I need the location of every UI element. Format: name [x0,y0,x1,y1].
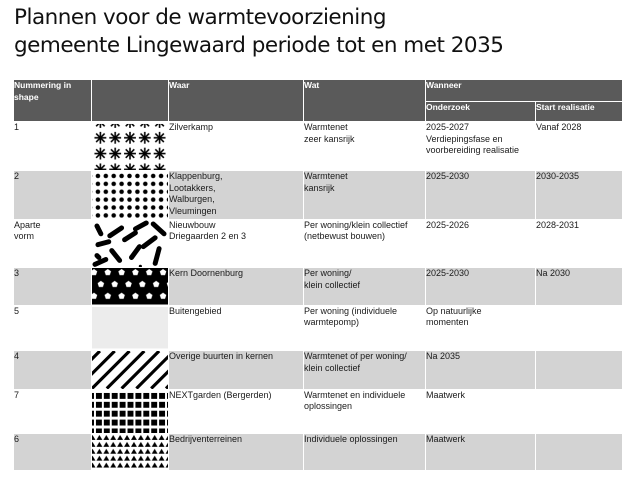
onderzoek-line-2: Verdiepingsfase en voorbereiding realisatie [426,133,520,155]
cell-wat [304,219,426,267]
cell-onderzoek [426,122,536,171]
cell-waar: Overige buurten in kernen [169,351,304,390]
cell-wat [304,389,426,433]
wat-line-1: Per woning (individuele [304,305,398,316]
cell-nummering: 7 [14,389,92,433]
heat-plan-table [13,79,623,471]
wat-line-1: Warmtenet of per woning/ [304,351,407,362]
table-row [14,389,623,433]
cell-wat [304,171,426,219]
wat-line-2: klein collectief [304,279,361,290]
wat-line-2: zeer kansrijk [304,133,355,144]
square-grid-pattern-icon [92,389,169,433]
table-row [14,219,623,267]
waar-line: Lootakkers, [169,182,216,193]
cell-waar: NEXTgarden (Bergerden) [169,389,304,433]
header-shape [92,80,169,122]
table-row [14,122,623,171]
nummering-line-2: vorm [14,231,34,242]
nummering-line-1: Aparte [14,219,41,230]
waar-line: Klappenburg, [169,171,223,182]
cell-nummering [14,219,92,267]
header-wanneer: Wanneer [426,80,623,102]
cell-waar [169,219,304,267]
diagonal-stripe-pattern-icon [92,351,169,390]
header-waar: Waar [169,80,304,122]
cell-wat [304,268,426,306]
cell-start-realisatie [536,389,623,433]
wat-line-2: oplossingen [304,401,353,412]
waar-line-1: Nieuwbouw [169,219,216,230]
wat-line-2: klein collectief [304,362,361,373]
cell-start-realisatie [536,351,623,390]
light-grey-fill-icon [92,305,169,350]
wat-line-1: Per woning/klein collectief [304,219,408,230]
cell-onderzoek [426,305,536,350]
table-row [14,305,623,350]
dot-grid-pattern-icon [92,171,169,219]
waar-line-2: Driegaarden 2 en 3 [169,231,247,242]
cell-start-realisatie [536,305,623,350]
table-row [14,433,623,471]
cell-nummering: 2 [14,171,92,219]
cell-nummering: 3 [14,268,92,306]
cell-nummering: 5 [14,305,92,350]
cell-nummering: 4 [14,351,92,390]
onderzoek-line-1: Op natuurlijke [426,305,482,316]
cell-waar: Zilverkamp [169,122,304,171]
cell-start-realisatie: Na 2030 [536,268,623,306]
wat-line-1: Warmtenet en individuele [304,389,406,400]
wat-line-1: Warmtenet [304,171,348,182]
dash-pattern-icon [92,219,169,267]
wat-line-2: (netbewust bouwen) [304,231,386,242]
cell-nummering: 6 [14,433,92,471]
cell-waar: Buitengebied [169,305,304,350]
cell-start-realisatie: Vanaf 2028 [536,122,623,171]
waar-line: Vleumingen [169,205,217,216]
cell-start-realisatie: 2030-2035 [536,171,623,219]
cell-wat [304,122,426,171]
cell-onderzoek: Maatwerk [426,433,536,471]
cell-wat: Individuele oplossingen [304,433,426,471]
table-row [14,351,623,390]
header-nummering: Nummering in shape [14,80,92,122]
header-onderzoek: Onderzoek [426,102,536,122]
onderzoek-line-2: momenten [426,317,469,328]
cell-onderzoek: Na 2035 [426,351,536,390]
wat-line-1: Per woning/ [304,268,352,279]
asterisk-pattern-icon [92,122,169,171]
triangle-pattern-icon [92,433,169,471]
cell-onderzoek: 2025-2030 [426,268,536,306]
cell-start-realisatie [536,433,623,471]
cell-wat [304,351,426,390]
wat-line-2: kansrijk [304,182,335,193]
onderzoek-line-1: 2025-2027 [426,122,470,132]
waar-line: Walburgen, [169,194,215,205]
table-row [14,171,623,219]
cell-waar: Bedrijventerreinen [169,433,304,471]
cell-nummering: 1 [14,122,92,171]
wat-line-2: warmtepomp) [304,317,360,328]
header-start-realisatie: Start realisatie [536,102,623,122]
pentagon-pattern-icon [92,268,169,306]
cell-waar: Kern Doornenburg [169,268,304,306]
cell-onderzoek: 2025-2026 [426,219,536,267]
header-wat: Wat [304,80,426,122]
cell-waar [169,171,304,219]
page-title [14,4,503,60]
title-line-2: gemeente Lingewaard periode tot en met 2035 [14,33,504,58]
cell-wat [304,305,426,350]
title-line-1: Plannen voor de warmtevoorziening [14,5,387,30]
wat-line-1: Warmtenet [304,122,348,132]
cell-start-realisatie: 2028-2031 [536,219,623,267]
cell-onderzoek: 2025-2030 [426,171,536,219]
table-row [14,268,623,306]
cell-onderzoek: Maatwerk [426,389,536,433]
